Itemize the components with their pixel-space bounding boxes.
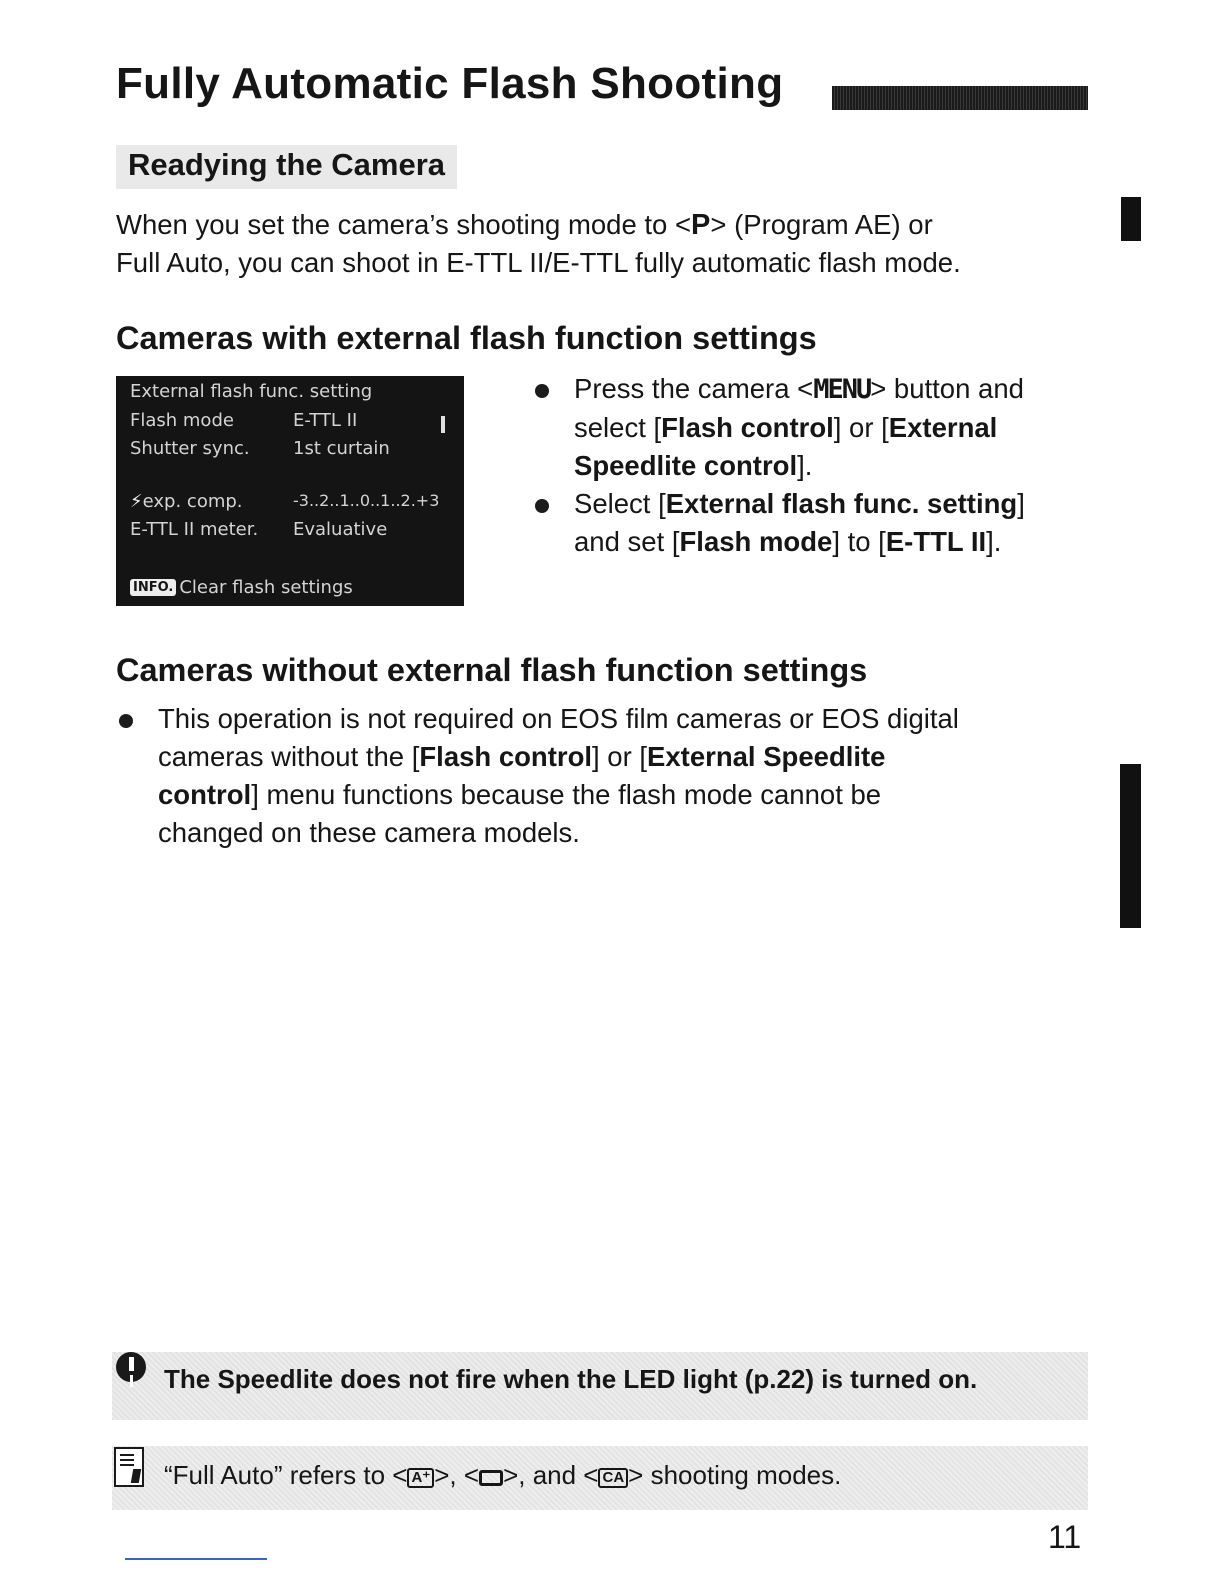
menu-row-value: E-TTL II (293, 410, 358, 431)
list-item: Select [External flash func. setting] and set [Flash mode] to [E-TTL II]. (534, 485, 1114, 561)
flash-icon: ⚡ (130, 491, 143, 512)
list-item: Press the camera <MENU> button and select [Flash control] or [External Speedlite control]. (534, 370, 1114, 485)
memo-icon (114, 1447, 144, 1487)
info-button-icon: INFO. (130, 579, 176, 596)
chapter-tab-marker-large (1120, 764, 1141, 928)
menu-row-value: -3..2..1..0..1..2.+3 (293, 491, 440, 510)
menu-row-label: E-TTL II meter. (130, 519, 259, 540)
caution-text: The Speedlite does not fire when the LED light (p.22) is turned on. (164, 1364, 978, 1394)
chapter-tab-marker (1121, 197, 1141, 241)
menu-row-label: ⚡exp. comp. (130, 491, 243, 512)
bullet-list-without-settings (118, 700, 1108, 852)
caution-icon (116, 1352, 146, 1382)
bullet-icon (535, 384, 549, 398)
camera-menu-screen (116, 376, 464, 606)
heading-without-settings: Cameras without external flash function settings (116, 652, 868, 688)
menu-title: External flash func. setting (130, 381, 373, 402)
page-title: Fully Automatic Flash Shooting (116, 59, 784, 108)
menu-row-value: 1st curtain (293, 438, 390, 459)
section-badge: Readying the Camera (116, 145, 457, 189)
menu-row-value: Evaluative (293, 519, 388, 540)
footer-rule (125, 1558, 267, 1560)
note-text: “Full Auto” refers to < A⁺ >, < >, and < CA > shooting modes. (164, 1460, 842, 1490)
list-item: This operation is not required on EOS film cameras or EOS digital cameras without the [Flash control] or [External Speedlite control] menu functions because the flash mode cannot be changed on these camera models. (118, 700, 1108, 852)
menu-cursor-marker (441, 416, 445, 433)
bullet-icon (119, 714, 133, 728)
menu-row-label: Flash mode (130, 410, 234, 431)
heading-with-settings: Cameras with external flash function settings (116, 320, 817, 356)
menu-footer: INFO. Clear flash settings (130, 577, 353, 598)
bullet-list-with-settings (534, 370, 1114, 561)
title-decoration-bar (832, 86, 1088, 110)
creative-auto-icon: CA (598, 1468, 628, 1488)
program-mode-symbol: P (691, 209, 711, 241)
intro-paragraph: When you set the camera’s shooting mode to <P> (Program AE) or Full Auto, you can shoot in E-TTL II/E-TTL fully automatic flash mode. (116, 209, 961, 278)
page-number: 11 (1048, 1519, 1082, 1555)
menu-button-symbol: MENU (813, 374, 871, 405)
menu-row-label: Shutter sync. (130, 438, 250, 459)
scene-intelligent-auto-icon: A⁺ (407, 1468, 434, 1488)
full-auto-mode-icon (479, 1470, 503, 1486)
bullet-icon (535, 499, 549, 513)
